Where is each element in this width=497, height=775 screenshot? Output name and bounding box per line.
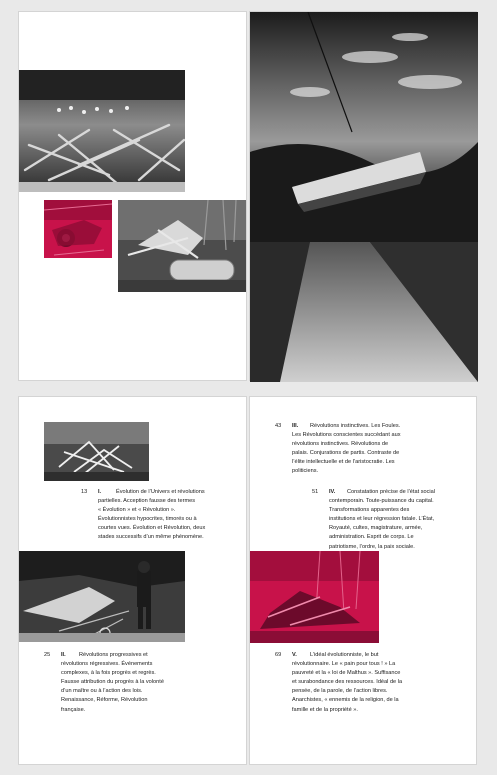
- photo-pink-barricade: [250, 551, 379, 643]
- summary-line: « Évolution » et « Révolution ».: [98, 507, 176, 514]
- chapter-summary: [329, 488, 435, 552]
- summary-line: contemporain. Toute-puissance du capital.: [329, 498, 434, 505]
- summary-line: Anarchistes, « ennemis de la religion, de la: [292, 697, 399, 704]
- summary-line: stades successifs d’un même phénomène.: [98, 534, 204, 541]
- summary-line: Constatation précise de l’état social: [347, 489, 435, 495]
- page-top-left: [18, 11, 247, 381]
- page-top-right: [249, 11, 477, 381]
- summary-line: Fausse attribution du progrès à la volonté: [61, 679, 164, 686]
- chapter-roman: III.: [292, 423, 299, 429]
- chapter-entry-25: [44, 651, 234, 717]
- summary-line: patriotisme, l’ordre, la paix sociale.: [329, 543, 415, 550]
- chapter-entry-13: [81, 488, 241, 548]
- chapter-entry-69: [275, 651, 465, 717]
- summary-line: Royauté, cultes, magistrature, armée,: [329, 525, 423, 532]
- summary-line: l’élite intellectuelle et de l’aristocratie. Les: [292, 459, 395, 466]
- page-number: 69: [275, 652, 282, 658]
- page-number: 25: [44, 652, 51, 658]
- chapter-summary: [61, 651, 164, 715]
- chapter-roman: II.: [61, 652, 66, 658]
- chapter-summary: [292, 422, 401, 477]
- wrecked-debris-graphic: [118, 200, 246, 292]
- summary-line: et surabondance des ressources. Idéal de la: [292, 679, 403, 686]
- chapter-roman: I.: [98, 489, 102, 495]
- photo-pink-vehicle: [44, 200, 112, 258]
- summary-line: Transformations apparentes des: [329, 507, 410, 514]
- summary-line: famille et de la propriété ».: [292, 706, 358, 713]
- chapter-summary: [292, 651, 402, 715]
- summary-line: palais. Conjurations de partis. Contraste de: [292, 450, 400, 457]
- chapter-entry-43: [275, 422, 465, 478]
- summary-line: révolutions régressives. Événements: [61, 661, 153, 668]
- pink-barricade-graphic: [250, 551, 379, 643]
- overturned-boat-graphic: [250, 12, 478, 382]
- photo-wrecked-debris: [118, 200, 246, 292]
- pink-vehicle-graphic: [44, 200, 112, 258]
- summary-line: politiciens.: [292, 468, 319, 475]
- summary-line: L’idéal évolutionniste, le but: [310, 652, 379, 658]
- chapter-entry-51: [312, 488, 472, 554]
- summary-line: Renaissance, Réforme, Révolution: [61, 697, 148, 704]
- photo-overturned-boat: [250, 12, 478, 382]
- page-number: 43: [275, 423, 282, 429]
- figure-with-cart-graphic: [19, 551, 185, 642]
- photo-figure-with-cart: [19, 551, 185, 642]
- summary-line: Évolutionnistes hypocrites, timorés ou à: [98, 516, 197, 523]
- summary-line: Les Révolutions conscientes succèdant aux: [292, 432, 401, 439]
- page-number: 51: [312, 489, 319, 495]
- photo-barricade-logs: [19, 70, 185, 192]
- page-bottom-right: [249, 396, 477, 765]
- chapter-summary: [98, 488, 205, 543]
- summary-line: Évolution de l’Univers et révolutions: [116, 489, 205, 495]
- summary-line: Révolutions progressives et: [79, 652, 148, 658]
- barricade-logs-graphic: [19, 70, 185, 192]
- summary-line: administration. Esprit de corps. Le: [329, 534, 414, 541]
- summary-line: pauvreté et la « loi de Malthus ». Suffisance: [292, 670, 401, 677]
- summary-line: française.: [61, 706, 86, 713]
- summary-line: révolutionnaire. Le « pain pour tous ! » La: [292, 661, 396, 668]
- summary-line: pensée, de la parole, de l’action libres.: [292, 688, 388, 695]
- summary-line: d’un maître ou à l’action des lois.: [61, 688, 143, 695]
- summary-line: institutions et leur régression fatale. L’État,: [329, 516, 435, 523]
- chapter-roman: IV.: [329, 489, 336, 495]
- summary-line: révolutions instinctives. Révolutions de: [292, 441, 389, 448]
- page-number: 13: [81, 489, 88, 495]
- chapter-roman: V.: [292, 652, 297, 658]
- tangled-debris-graphic: [44, 422, 149, 481]
- summary-line: courtes vues. Évolution et Révolution, deux: [98, 525, 206, 532]
- summary-line: complexes, à la fois progrès et regrès.: [61, 670, 156, 677]
- summary-line: partielles. Acception fausse des termes: [98, 498, 196, 505]
- photo-tangled-debris: [44, 422, 149, 481]
- summary-line: Révolutions instinctives. Les Foules.: [310, 423, 401, 429]
- page-bottom-left: [18, 396, 247, 765]
